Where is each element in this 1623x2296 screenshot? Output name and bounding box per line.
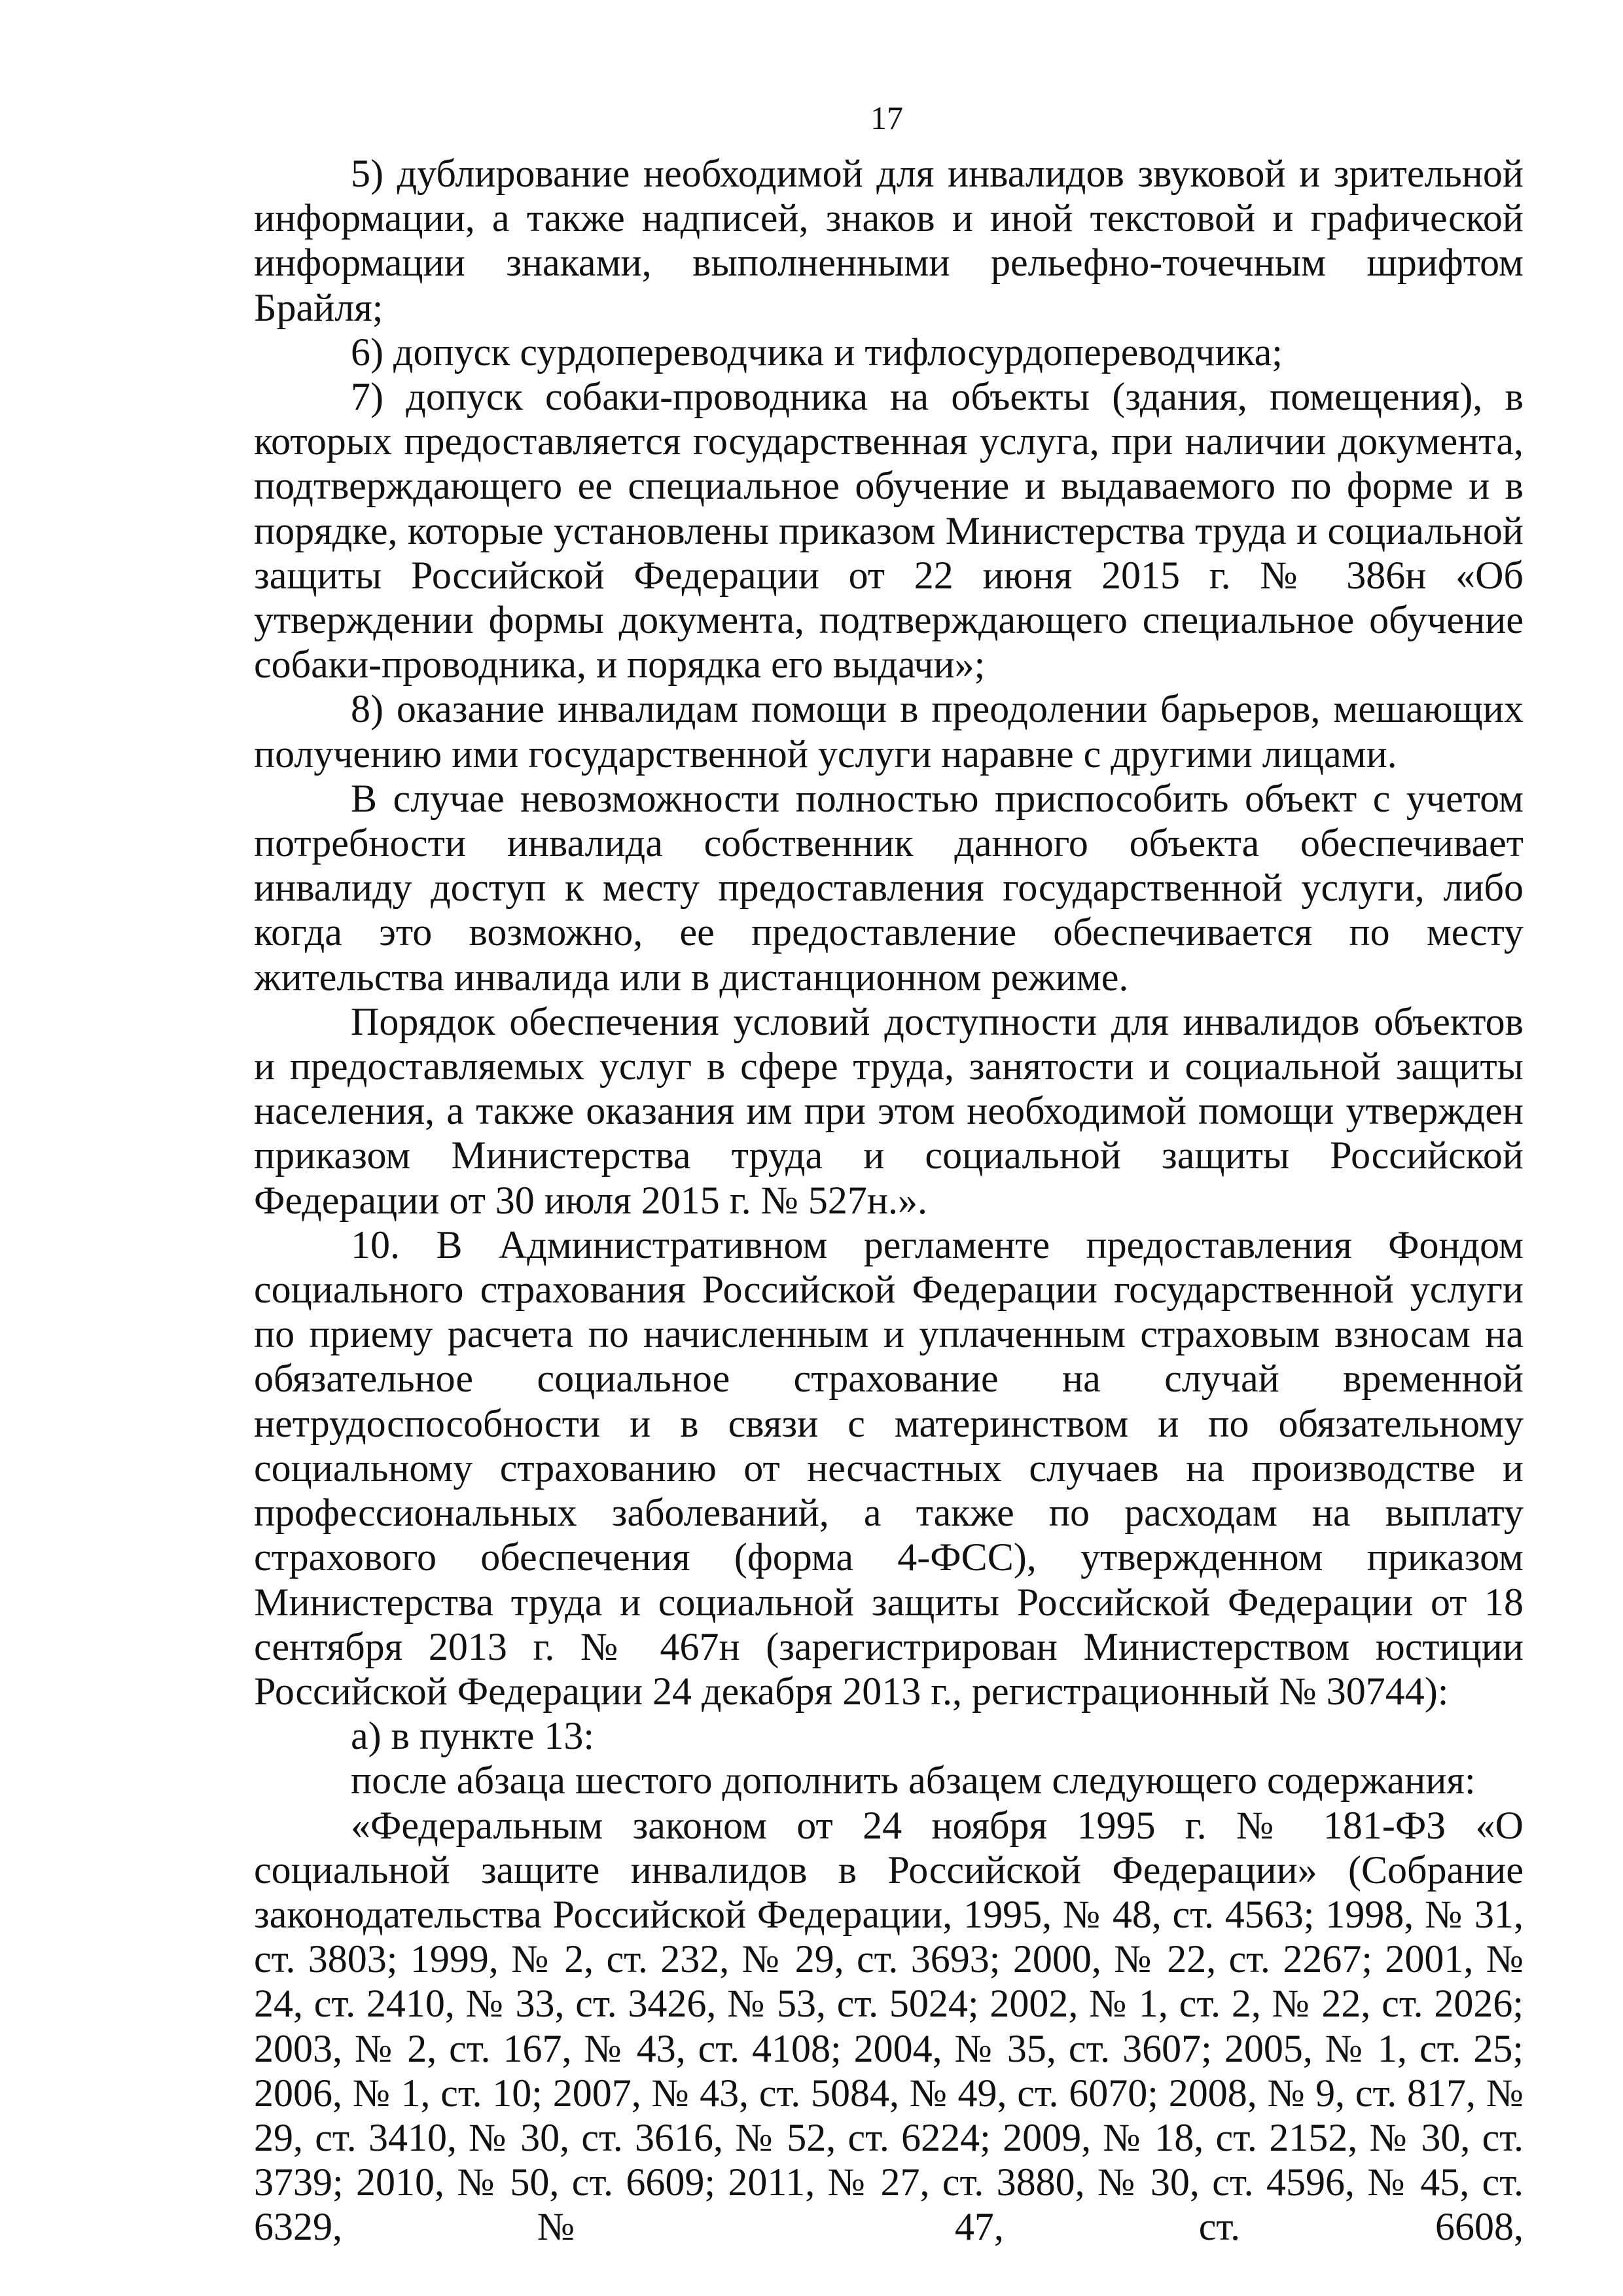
paragraph-item-6: 6) допуск сурдопереводчика и тифлосурдопереводчика;	[351, 330, 1283, 374]
paragraph-federal-law-citation: «Федеральным законом от 24 ноября 1995 г. № 181-ФЗ «О социальной защите инвалидов в Российской Федерации» (Собрание законодательства Российской Федерации, 1995, № 48, ст. 4563; 1998, № 31, ст. 3803; 1999, № 2, ст. 232, № 29, ст. 3693; 2000, № 22, ст. 2267; 2001, № 24, ст. 2410, № 33, ст. 3426, № 53, ст. 5024; 2002, № 1, ст. 2, № 22, ст. 2026; 2003, № 2, ст. 167, № 43, ст. 4108; 2004, № 35, ст. 3607; 2005, № 1, ст. 25; 2006, № 1, ст. 10; 2007, № 43, ст. 5084, № 49, ст. 6070; 2008, № 9, ст. 817, № 29, ст. 3410, № 30, ст. 3616, № 52, ст. 6224; 2009, № 18, ст. 2152, № 30, ст. 3739; 2010, № 50, ст. 6609; 2011, № 27, ст. 3880, № 30, ст. 4596, № 45, ст. 6329, № 47, ст. 6608,	[254, 1803, 1524, 2249]
page-number: 17	[870, 99, 903, 136]
paragraph-section-10: 10. В Административном регламенте предоставления Фондом социального страхования Российской Федерации государственной услуги по приему расчета по начисленным и уплаченным страховым взносам на обязательное социальное страхование на случай временной нетрудоспособности и в связи с материнством и по обязательному социальному страхованию от несчастных случаев на производстве и профессиональных заболеваний, а также по расходам на выплату страхового обеспечения (форма 4-ФСС), утвержденном приказом Министерства труда и социальной защиты Российской Федерации от 18 сентября 2013 г. № 467н (зарегистрирован Министерством юстиции Российской Федерации 24 декабря 2013 г., регистрационный № 30744):	[254, 1223, 1524, 1713]
paragraph-accessibility-order: Порядок обеспечения условий доступности для инвалидов объектов и предоставляемых услуг в сфере труда, занятости и социальной защиты населения, а также оказания им при этом необходимой помощи утвержден приказом Министерства труда и социальной защиты Российской Федерации от 30 июля 2015 г. № 527н.».	[254, 999, 1524, 1222]
document-body	[254, 151, 1524, 2250]
paragraph-object-access: В случае невозможности полностью приспособить объект с учетом потребности инвалида собственник данного объекта обеспечивает инвалиду доступ к месту предоставления государственной услуги, либо когда это возможно, ее предоставление обеспечивается по месту жительства инвалида или в дистанционном режиме.	[254, 776, 1524, 999]
paragraph-item-8: 8) оказание инвалидам помощи в преодолении барьеров, мешающих получению ими государственной услуги наравне с другими лицами.	[254, 687, 1524, 776]
paragraph-item-5: 5) дублирование необходимой для инвалидов звуковой и зрительной информации, а также надписей, знаков и иной текстовой и графической информации знаками, выполненными рельефно-точечным шрифтом Брайля;	[254, 152, 1524, 329]
paragraph-insertion-instruction: после абзаца шестого дополнить абзацем следующего содержания:	[351, 1759, 1476, 1803]
paragraph-subitem-a: а) в пункте 13:	[351, 1714, 595, 1758]
paragraph-item-7: 7) допуск собаки-проводника на объекты (здания, помещения), в которых предоставляется государственная услуга, при наличии документа, подтверждающего ее специальное обучение и выдаваемого по форме и в порядке, которые установлены приказом Министерства труда и социальной защиты Российской Федерации от 22 июня 2015 г. № 386н «Об утверждении формы документа, подтверждающего специальное обучение собаки-проводника, и порядка его выдачи»;	[254, 375, 1524, 687]
